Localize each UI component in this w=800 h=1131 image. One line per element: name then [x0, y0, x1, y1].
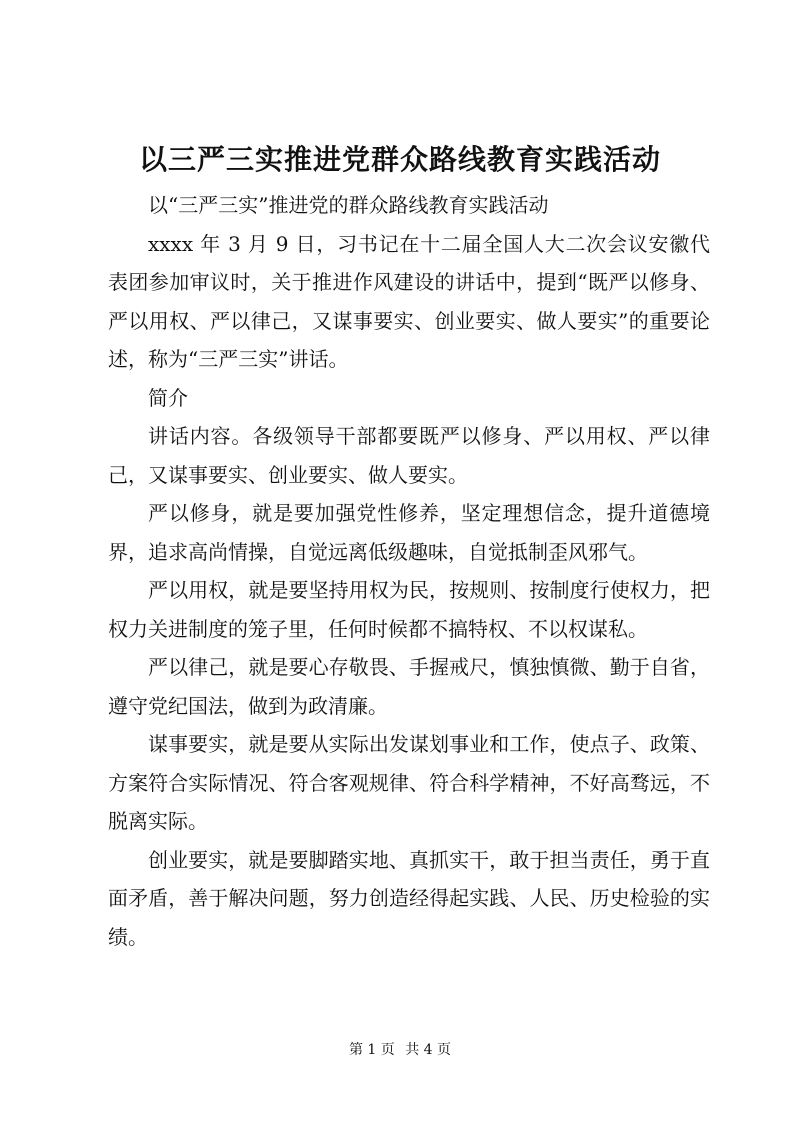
- document-body: [108, 186, 710, 956]
- body-paragraph: 谋事要实，就是要从实际出发谋划事业和工作，使点子、政策、方案符合实际情况、符合客观规律、符合科学精神，不好高骛远，不脱离实际。: [108, 732, 710, 833]
- document-title: 以三严三实推进党群众路线教育实践活动: [138, 143, 661, 176]
- subtitle-paragraph: 以“三严三实”推进党的群众路线教育实践活动: [148, 193, 549, 217]
- body-paragraph: 严以用权，就是要坚持用权为民，按规则、按制度行使权力，把权力关进制度的笼子里，任何时候都不搞特权、不以权谋私。: [108, 578, 710, 641]
- page-number: 第 1 页: [348, 1042, 395, 1058]
- page-footer: [0, 1040, 800, 1060]
- page-total: 共 4 页: [405, 1042, 452, 1058]
- section-heading: 简介: [148, 385, 188, 410]
- body-paragraph: 创业要实，就是要脚踏实地、真抓实干，敢于担当责任，勇于直面矛盾，善于解决问题，努力创造经得起实践、人民、历史检验的实绩。: [108, 847, 710, 949]
- body-paragraph: 严以律己，就是要心存敬畏、手握戒尺，慎独慎微、勤于自省，遵守党纪国法，做到为政清廉。: [108, 655, 710, 718]
- body-paragraph: xxxx 年 3 月 9 日，习书记在十二届全国人大二次会议安徽代表团参加审议时，关于推进作风建设的讲话中，提到“既严以修身、严以用权、严以律己，又谋事要实、创业要实、做人要实”的重要论述，称为“三严三实”讲话。: [108, 231, 710, 371]
- body-paragraph: 讲话内容。各级领导干部都要既严以修身、严以用权、严以律己，又谋事要实、创业要实、做人要实。: [108, 424, 710, 487]
- body-paragraph: 严以修身，就是要加强党性修养，坚定理想信念，提升道德境界，追求高尚情操，自觉远离低级趣味，自觉抵制歪风邪气。: [108, 501, 710, 564]
